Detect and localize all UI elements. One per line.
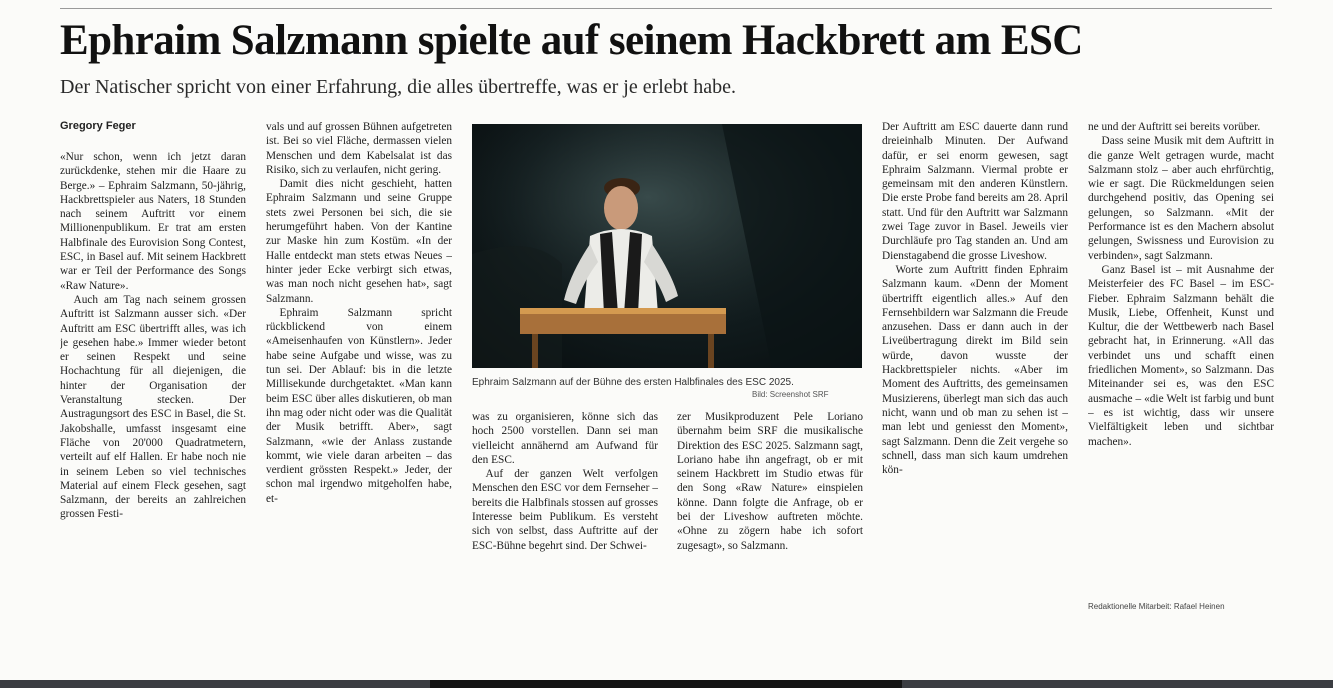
text-column-3 (472, 410, 658, 622)
text-column-2 (266, 120, 452, 622)
paragraph: was zu organisieren, könne sich das hoch 2500 vorstellen. Dann sei man vielleicht annähernd am Aufwand für den ESC. (472, 411, 658, 466)
performer-on-stage-image (472, 124, 862, 368)
text-column-1 (60, 150, 246, 622)
text-column-4 (677, 410, 863, 622)
photo-credit: Bild: Screenshot SRF (752, 390, 829, 399)
paragraph: Worte zum Auftritt finden Ephraim Salzmann kaum. «Denn der Moment übertrifft eigentlich alles.» Auf den Fernsehbildern war Salzmann die Freude anzusehen. Dass er dann auch in der Liveübertragung direkt im Bild sein würde, davon wusste der Hackbrettspieler nichts. «Aber im Moment des Auftritts, des gemeinsamen Musizierens, überlegt man sich das auch nicht, wann und ob man zu sehen ist – man lebt und geniesst den Moment», sagt Salzmann. Denn die Zeit vergehe so schnell, dass man sich kaum umdrehen kön- (882, 263, 1068, 477)
top-rule (60, 8, 1272, 9)
bottom-bar-segment (430, 680, 902, 688)
paragraph: Auf der ganzen Welt verfolgen Menschen den ESC vor dem Fernseher – bereits die Halbfinals stossen auf grosses Interesse beim Publikum. Es versteht sich von selbst, dass Auftritte auf der ESC-Bühne begehrt sind. Der Schwei- (472, 468, 658, 552)
paragraph: Ephraim Salzmann spricht rückblickend von einem «Ameisenhaufen von Künstlern». Jeder habe seine Aufgabe und wisse, was zu tun sei. Der Ablauf: bis in die letzte Millisekunde durchgetaktet. «Man kann beim ESC über alles diskutieren, ob man ihn mag oder nicht oder was die Qualität der Musik betrifft. Aber», sagt Salzmann, «wie der Anlass zustande kommt, wie viele daran arbeiten – das verdient grössten Respekt.» Jeder, der schon mal irgendwo mitgeholfen habe, et- (266, 306, 452, 505)
article-photo (472, 124, 862, 368)
paragraph: vals und auf grossen Bühnen aufgetreten ist. Bei so viel Fläche, dermassen vielen Menschen und dem Kabelsalat ist das Risiko, sich zu verlaufen, nicht gering. (266, 121, 452, 176)
photo-caption: Ephraim Salzmann auf der Bühne des ersten Halbfinales des ESC 2025. (472, 377, 794, 388)
article-author: Gregory Feger (60, 120, 136, 132)
article-headline: Ephraim Salzmann spielte auf seinem Hackbrett am ESC (60, 17, 1083, 64)
paragraph: Damit dies nicht geschieht, hatten Ephraim Salzmann und seine Gruppe stets zwei Personen bei sich, die sie herumgeführt haben. Von der Kantine zur Maske hin zum Kostüm. «In der Halle entdeckt man stets etwas Neues – hinter jeder Ecke verbirgt sich etwas, was man noch nicht gesehen hat», sagt Salzmann. (266, 178, 452, 305)
paragraph: «Nur schon, wenn ich jetzt daran zurückdenke, stehen mir die Haare zu Berge.» – Ephraim Salzmann, 50-jährig, Hackbrettspieler aus Naters, 18 Stunden nach seinem Auftritt vor einem Millionenpublikum. Er trat am ersten Halbfinale des Eurovision Song Contest, ESC, in Basel auf. Mit seinem Hackbrett war er Teil der Performance des Songs «Raw Nature». (60, 151, 246, 292)
paragraph: Der Auftritt am ESC dauerte dann rund dreieinhalb Minuten. Der Aufwand dafür, er sei enorm gewesen, sagt Ephraim Salzmann. Viermal probte er gemeinsam mit den anderen Künstlern. Die erste Probe fand bereits am 28. April statt. Und für den Auftritt war Salzmann zwei Tage zuvor in Basel. Jeweils vier Durchläufe pro Tag standen an. Und am Dienstagabend die grosse Liveshow. (882, 121, 1068, 262)
paragraph: ne und der Auftritt sei bereits vorüber. (1088, 121, 1261, 133)
staff-note: Redaktionelle Mitarbeit: Rafael Heinen (1088, 602, 1225, 611)
text-column-6 (1088, 120, 1274, 580)
paragraph: Ganz Basel ist – mit Ausnahme der Meisterfeier des FC Basel – im ESC-Fieber. Ephraim Salzmann behält die Musik, Liebe, Offenheit, Kunst und Kultur, die der Wettbewerb nach Basel gebracht hat, in Erinnerung. «All das verbindet uns und schafft einen friedlichen Moment», so Salzmann. Das Miteinander sei es, was den ESC ausmache – «die Welt ist farbig und bunt – es ist wichtig, dass wir unsere Vielfältigkeit leben und sichtbar machen». (1088, 263, 1274, 448)
text-column-5 (882, 120, 1068, 622)
paragraph: zer Musikproduzent Pele Loriano übernahm beim SRF die musikalische Direktion des ESC 2025. Salzmann sagt, Loriano habe ihn angefragt, ob er mit seinem Hackbrett im Studio etwas für den Song «Raw Nature» einspielen könne. Dann folgte die Anfrage, ob er bei der Liveshow auftreten möchte. «Ohne zu zögern habe ich sofort zugesagt», so Salzmann. (677, 411, 863, 552)
paragraph: Dass seine Musik mit dem Auftritt in die ganze Welt getragen wurde, macht Salzmann stolz – aber auch ehrfürchtig, wie er sagt. Die Rückmeldungen seien durchgehend positiv, das Opening sei gelungen, so Salzmann. «Mit der Performance ist es den Machern absolut gelungen, Swissness und Eurovision zu verbinden», sagt Salzmann. (1088, 135, 1274, 262)
bottom-bar (0, 680, 1333, 688)
article-subheadline: Der Natischer spricht von einer Erfahrung, die alles übertreffe, was er je erlebt habe. (60, 76, 736, 98)
paragraph: Auch am Tag nach seinem grossen Auftritt ist Salzmann ausser sich. «Der Auftritt am ESC übertrifft alles, was ich je gesehen habe.» Immer wieder betont er seinen Respekt und seine Hochachtung für all diejenigen, die hinter der Organisation der Veranstaltung stecken. Der Austragungsort des ESC in Basel, die St. Jakobshalle, umfasst insgesamt eine Fläche von 20'000 Quadratmetern, verteilt auf elf Hallen. Er habe noch nie in seinem Leben so viel technisches Material auf einem Fleck gesehen, sagt Salzmann, der bereits an zahlreichen grossen Festi- (60, 293, 246, 521)
